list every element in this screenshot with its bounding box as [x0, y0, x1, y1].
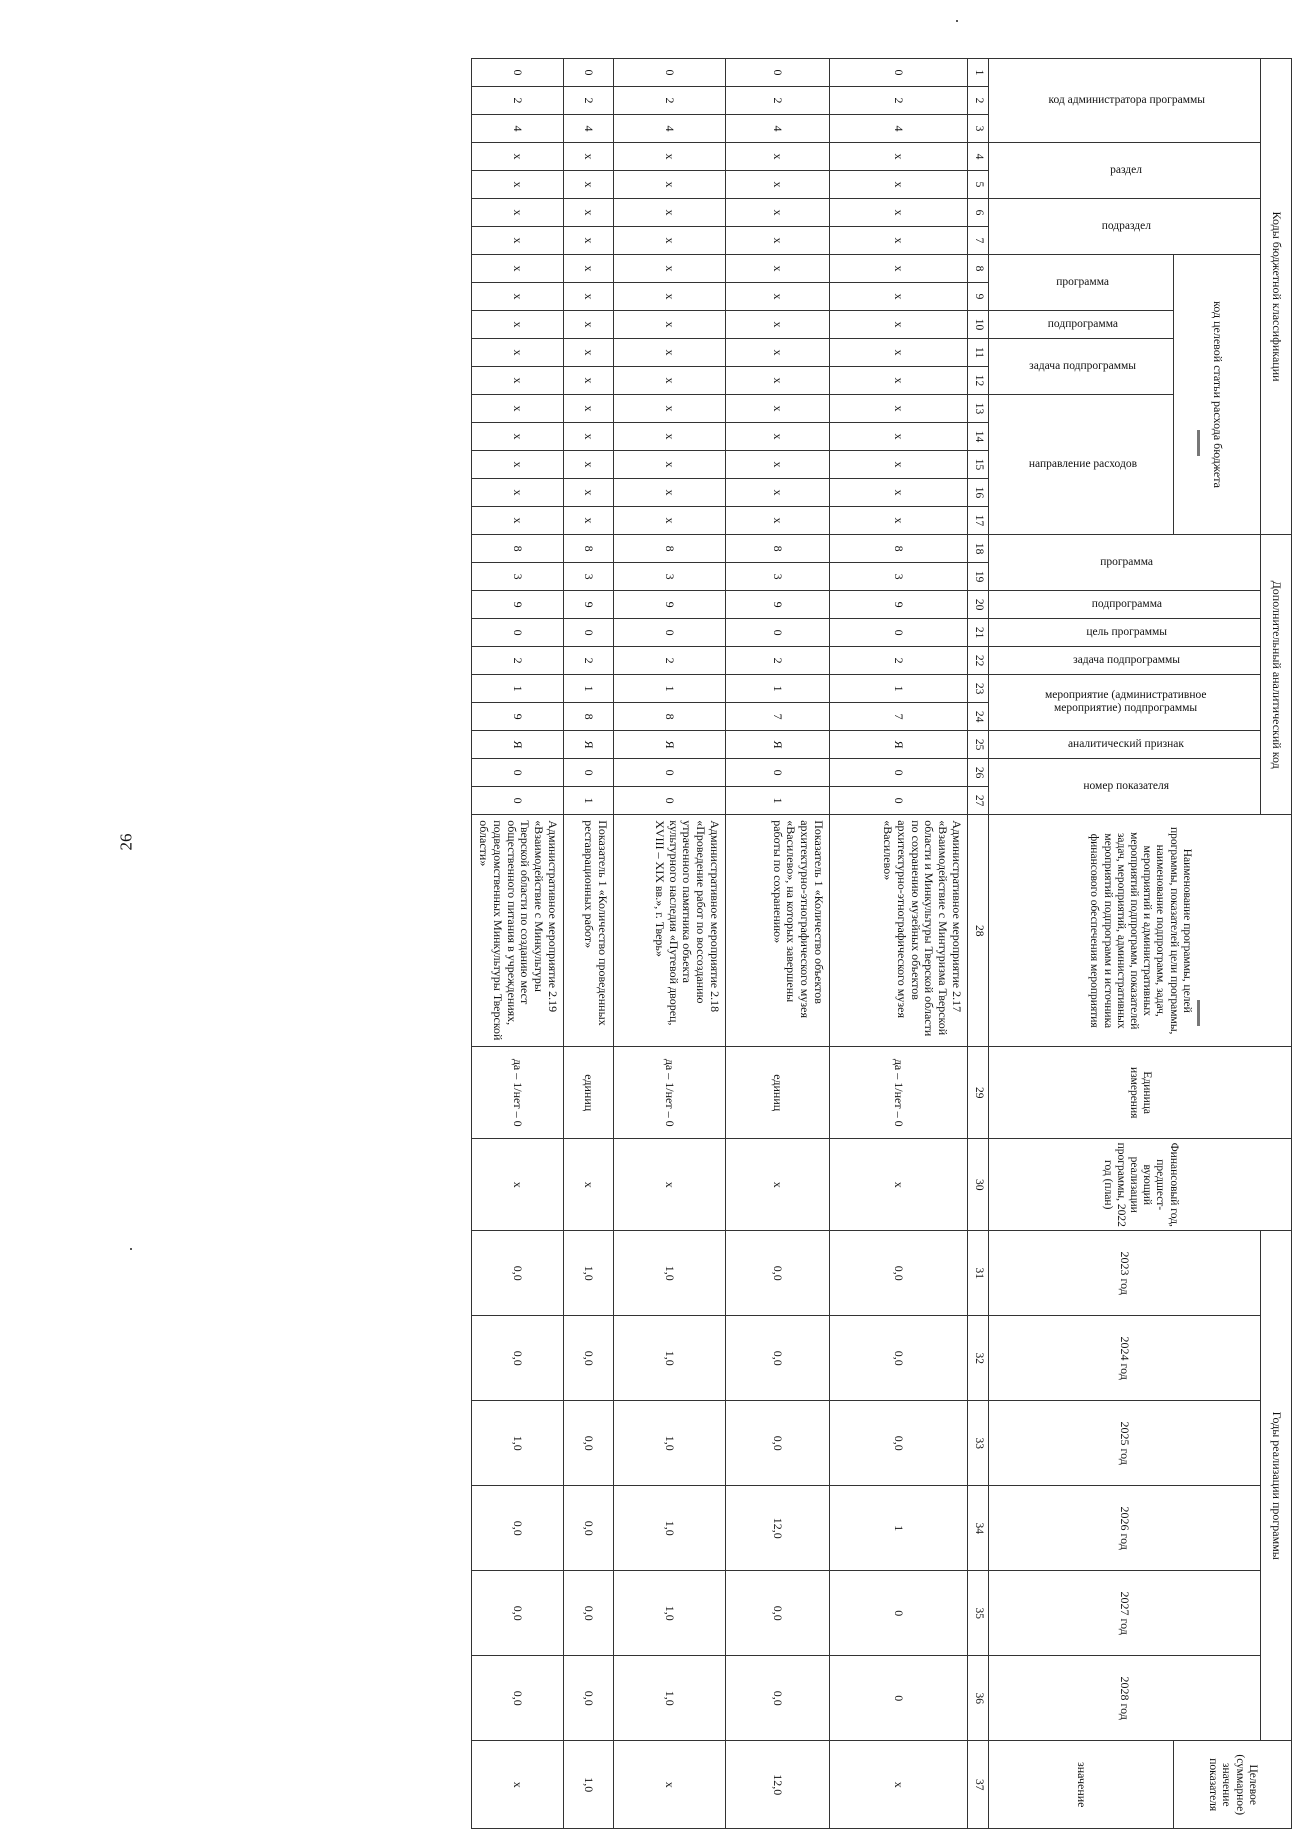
row-target-value: x — [830, 1741, 968, 1829]
row-year-value: 1,0 — [614, 1231, 726, 1316]
col-num: 27 — [968, 787, 989, 815]
row-year-value: 1,0 — [614, 1571, 726, 1656]
code-cell: x — [830, 143, 968, 171]
code-cell: x — [614, 479, 726, 507]
code-cell: x — [472, 171, 564, 199]
code-cell: 1 — [830, 675, 968, 703]
code-cell: x — [472, 395, 564, 423]
row-year-value: 0,0 — [830, 1316, 968, 1401]
col-num: 17 — [968, 507, 989, 535]
code-cell: 8 — [614, 703, 726, 731]
col-num: 25 — [968, 731, 989, 759]
header-year-2027: 2027 год — [989, 1571, 1261, 1656]
code-cell: Я — [472, 731, 564, 759]
row-year-value: 0,0 — [726, 1571, 830, 1656]
header-year-2026: 2026 год — [989, 1486, 1261, 1571]
code-cell: x — [830, 311, 968, 339]
code-cell: 8 — [726, 535, 830, 563]
code-cell: 3 — [830, 563, 968, 591]
code-cell: 8 — [564, 535, 614, 563]
col-num: 4 — [968, 143, 989, 171]
code-cell: x — [830, 395, 968, 423]
code-cell: x — [472, 339, 564, 367]
header-additional-code: Дополнительный аналитический код — [1261, 535, 1292, 815]
code-cell: x — [564, 255, 614, 283]
code-cell: x — [472, 507, 564, 535]
row-year-value: 0,0 — [472, 1571, 564, 1656]
code-cell: x — [830, 171, 968, 199]
code-cell: Я — [614, 731, 726, 759]
col-num: 16 — [968, 479, 989, 507]
table-row — [614, 59, 726, 1829]
col-num: 30 — [968, 1139, 989, 1231]
code-cell: x — [472, 143, 564, 171]
row-target-value: 12,0 — [726, 1741, 830, 1829]
col-num: 35 — [968, 1571, 989, 1656]
rotated-table-container — [182, 58, 1292, 1816]
header-add-program: программа — [989, 535, 1261, 591]
code-cell: 0 — [614, 59, 726, 87]
col-num: 14 — [968, 423, 989, 451]
code-cell: x — [472, 311, 564, 339]
code-cell: x — [830, 339, 968, 367]
row-base-year: x — [830, 1139, 968, 1231]
code-cell: 1 — [564, 675, 614, 703]
row-year-value: 0,0 — [564, 1316, 614, 1401]
row-unit: единиц — [564, 1047, 614, 1139]
col-num: 2 — [968, 87, 989, 115]
header-year-2025: 2025 год — [989, 1401, 1261, 1486]
code-cell: x — [564, 367, 614, 395]
header-section: раздел — [989, 143, 1261, 199]
code-cell: 2 — [726, 647, 830, 675]
header-measure: мероприятие (административное мероприятие) подпрограммы — [989, 675, 1261, 731]
code-cell: x — [614, 367, 726, 395]
code-cell: 4 — [614, 115, 726, 143]
col-num: 37 — [968, 1741, 989, 1829]
code-cell: x — [830, 479, 968, 507]
code-cell: x — [472, 479, 564, 507]
row-name: Административное мероприятие 2.19 «Взаимодействие с Минкультуры Тверской области по созданию мест общественного питания в учреждениях, подведомственных Минкультуры Тверской области» — [472, 815, 564, 1047]
code-cell: 2 — [726, 87, 830, 115]
col-num: 32 — [968, 1316, 989, 1401]
row-name: Показатель 1 «Количество проведенных реставрационных работ» — [564, 815, 614, 1047]
code-cell: 9 — [614, 591, 726, 619]
scan-speck — [130, 1248, 132, 1250]
col-num: 7 — [968, 227, 989, 255]
code-cell: x — [830, 507, 968, 535]
row-year-value: 1,0 — [614, 1316, 726, 1401]
row-target-value: x — [472, 1741, 564, 1829]
header-target-item: код целевой статьи расхода бюджета — [1174, 255, 1261, 535]
code-cell: x — [726, 311, 830, 339]
row-year-value: 0,0 — [830, 1401, 968, 1486]
header-subprogram-task: задача подпрограммы — [989, 339, 1174, 395]
code-cell: x — [564, 283, 614, 311]
code-cell: x — [564, 199, 614, 227]
code-cell: x — [614, 311, 726, 339]
code-cell: x — [726, 227, 830, 255]
column-numbers-row — [968, 59, 989, 1829]
row-target-value: x — [614, 1741, 726, 1829]
row-year-value: 0,0 — [472, 1316, 564, 1401]
code-cell: 0 — [472, 787, 564, 815]
code-cell: 0 — [472, 759, 564, 787]
row-year-value: 12,0 — [726, 1486, 830, 1571]
code-cell: x — [830, 199, 968, 227]
code-cell: 1 — [472, 675, 564, 703]
code-cell: x — [726, 199, 830, 227]
code-cell: 3 — [564, 563, 614, 591]
col-num: 5 — [968, 171, 989, 199]
code-cell: 7 — [726, 703, 830, 731]
row-year-value: 1,0 — [472, 1401, 564, 1486]
row-year-value: 1,0 — [614, 1486, 726, 1571]
code-cell: x — [614, 395, 726, 423]
code-cell: x — [614, 339, 726, 367]
code-cell: x — [830, 227, 968, 255]
header-subprogram: подпрограмма — [989, 311, 1174, 339]
code-cell: x — [564, 395, 614, 423]
col-num: 1 — [968, 59, 989, 87]
row-year-value: 0 — [830, 1571, 968, 1656]
code-cell: x — [726, 395, 830, 423]
code-cell: x — [564, 507, 614, 535]
header-analytical-attr: аналитический признак — [989, 731, 1261, 759]
col-num: 9 — [968, 283, 989, 311]
code-cell: 0 — [614, 619, 726, 647]
code-cell: 0 — [726, 59, 830, 87]
row-base-year: x — [564, 1139, 614, 1231]
code-cell: x — [472, 255, 564, 283]
row-name: Показатель 1 «Количество объектов архитектурно-этнографического музея «Василево», на которых завершены работы по сохранению» — [726, 815, 830, 1047]
col-num: 21 — [968, 619, 989, 647]
code-cell: x — [564, 423, 614, 451]
code-cell: x — [614, 171, 726, 199]
row-unit: единиц — [726, 1047, 830, 1139]
code-cell: x — [726, 451, 830, 479]
col-num: 29 — [968, 1047, 989, 1139]
code-cell: 4 — [830, 115, 968, 143]
row-year-value: 0,0 — [726, 1231, 830, 1316]
code-cell: 2 — [472, 647, 564, 675]
col-num: 33 — [968, 1401, 989, 1486]
code-cell: x — [726, 283, 830, 311]
col-num: 19 — [968, 563, 989, 591]
code-cell: 3 — [472, 563, 564, 591]
code-cell: Я — [564, 731, 614, 759]
row-year-value: 1,0 — [564, 1231, 614, 1316]
program-table — [471, 58, 1292, 1829]
code-cell: 0 — [726, 619, 830, 647]
code-cell: x — [830, 451, 968, 479]
row-year-value: 0,0 — [726, 1316, 830, 1401]
code-cell: x — [472, 199, 564, 227]
code-cell: 7 — [830, 703, 968, 731]
row-year-value: 0,0 — [830, 1231, 968, 1316]
code-cell: 9 — [830, 591, 968, 619]
col-num: 34 — [968, 1486, 989, 1571]
header-years-group: Годы реализации программы — [1261, 1231, 1292, 1741]
code-cell: x — [830, 255, 968, 283]
code-cell: 0 — [564, 759, 614, 787]
code-cell: x — [564, 479, 614, 507]
code-cell: 9 — [564, 591, 614, 619]
header-year-2024: 2024 год — [989, 1316, 1261, 1401]
row-base-year: x — [472, 1139, 564, 1231]
row-unit: да – 1/нет – 0 — [614, 1047, 726, 1139]
header-program: программа — [989, 255, 1174, 311]
code-cell: x — [614, 143, 726, 171]
col-num: 20 — [968, 591, 989, 619]
code-cell: x — [472, 451, 564, 479]
col-num: 18 — [968, 535, 989, 563]
col-num: 10 — [968, 311, 989, 339]
code-cell: 0 — [830, 787, 968, 815]
header-indicator-number: номер показателя — [989, 759, 1261, 815]
code-cell: x — [472, 423, 564, 451]
row-year-value: 1,0 — [614, 1401, 726, 1486]
header-base-year: Финансовый год, предшест-вующий реализации программы, 2022 год (план) — [989, 1139, 1292, 1231]
data-rows — [472, 59, 968, 1829]
code-cell: 9 — [472, 703, 564, 731]
code-cell: x — [564, 143, 614, 171]
row-unit: да – 1/нет – 0 — [472, 1047, 564, 1139]
row-year-value: 0,0 — [564, 1401, 614, 1486]
code-cell: x — [614, 451, 726, 479]
col-num: 26 — [968, 759, 989, 787]
code-cell: 8 — [564, 703, 614, 731]
col-num: 31 — [968, 1231, 989, 1316]
header-year-2028: 2028 год — [989, 1656, 1261, 1741]
col-num: 24 — [968, 703, 989, 731]
row-target-value: 1,0 — [564, 1741, 614, 1829]
code-cell: x — [726, 255, 830, 283]
header-subsection: подраздел — [989, 199, 1261, 255]
col-num: 36 — [968, 1656, 989, 1741]
code-cell: 0 — [830, 759, 968, 787]
code-cell: 3 — [614, 563, 726, 591]
header-year-2023: 2023 год — [989, 1231, 1261, 1316]
code-cell: 2 — [472, 87, 564, 115]
code-cell: 3 — [726, 563, 830, 591]
row-year-value: 0,0 — [564, 1571, 614, 1656]
code-cell: x — [472, 367, 564, 395]
code-cell: x — [726, 479, 830, 507]
col-num: 3 — [968, 115, 989, 143]
code-cell: x — [614, 507, 726, 535]
code-cell: 8 — [472, 535, 564, 563]
code-cell: 2 — [564, 87, 614, 115]
code-cell: 4 — [564, 115, 614, 143]
col-num: 11 — [968, 339, 989, 367]
code-cell: Я — [830, 731, 968, 759]
code-cell: x — [614, 283, 726, 311]
code-cell: x — [564, 227, 614, 255]
row-year-value: 0,0 — [472, 1656, 564, 1741]
col-num: 13 — [968, 395, 989, 423]
code-cell: x — [564, 311, 614, 339]
table-row — [472, 59, 564, 1829]
row-year-value: 0,0 — [726, 1401, 830, 1486]
code-cell: x — [830, 367, 968, 395]
row-year-value: 0,0 — [564, 1656, 614, 1741]
code-cell: x — [564, 339, 614, 367]
code-cell: 0 — [564, 619, 614, 647]
code-cell: 1 — [564, 787, 614, 815]
code-cell: x — [564, 171, 614, 199]
row-year-value: 0,0 — [472, 1231, 564, 1316]
code-cell: 4 — [726, 115, 830, 143]
code-cell: 0 — [830, 59, 968, 87]
row-year-value: 0,0 — [472, 1486, 564, 1571]
code-cell: x — [564, 451, 614, 479]
code-cell: 1 — [726, 675, 830, 703]
code-cell: x — [830, 283, 968, 311]
code-cell: 8 — [830, 535, 968, 563]
code-cell: x — [472, 283, 564, 311]
col-num: 28 — [968, 815, 989, 1047]
row-year-value: 1 — [830, 1486, 968, 1571]
col-num: 22 — [968, 647, 989, 675]
code-cell: 2 — [830, 87, 968, 115]
table-row — [726, 59, 830, 1829]
code-cell: x — [726, 423, 830, 451]
code-cell: 0 — [472, 59, 564, 87]
header-subprogram-task2: задача подпрограммы — [989, 647, 1261, 675]
code-cell: 1 — [614, 675, 726, 703]
code-cell: x — [614, 255, 726, 283]
code-cell: x — [614, 199, 726, 227]
header-program-goal: цель программы — [989, 619, 1261, 647]
code-cell: 8 — [614, 535, 726, 563]
row-year-value: 1,0 — [614, 1656, 726, 1741]
code-cell: 2 — [614, 87, 726, 115]
header-target-value: значение — [989, 1741, 1174, 1829]
col-num: 23 — [968, 675, 989, 703]
col-num: 8 — [968, 255, 989, 283]
code-cell: x — [614, 423, 726, 451]
header-admin-code: код администратора программы — [989, 59, 1261, 143]
code-cell: 9 — [472, 591, 564, 619]
col-num: 6 — [968, 199, 989, 227]
row-year-value: 0,0 — [564, 1486, 614, 1571]
header-budget-codes: Коды бюджетной классификации — [1261, 59, 1292, 535]
row-base-year: x — [726, 1139, 830, 1231]
code-cell: x — [472, 227, 564, 255]
code-cell: x — [726, 367, 830, 395]
code-cell: x — [726, 339, 830, 367]
header-add-subprogram: подпрограмма — [989, 591, 1261, 619]
table-row — [830, 59, 968, 1829]
header-target: Целевое (суммарное) значение показателя — [1174, 1741, 1292, 1829]
code-cell: 2 — [564, 647, 614, 675]
code-cell: x — [614, 227, 726, 255]
code-cell: x — [726, 171, 830, 199]
row-name: Административное мероприятие 2.18 «Проведение работ по воссозданию утраченного памятника объекта культурного наследия «Путевой дворец, XVIII – XIX вв.», г. Тверь» — [614, 815, 726, 1047]
code-cell: 9 — [726, 591, 830, 619]
code-cell: 0 — [564, 59, 614, 87]
page-number: 26 — [116, 833, 136, 851]
code-cell: 0 — [614, 759, 726, 787]
code-cell: 2 — [614, 647, 726, 675]
code-cell: x — [830, 423, 968, 451]
header-name: Наименование программы, целей программы, показателей цели программы, наименование подпрограмм, задач, мероприятий и административных мероприятий подпрограмм, показателей задач, мероприятий, административных мероприятий подпрограмм и источника финансового обеспечения мероприятия — [989, 815, 1292, 1047]
col-num: 15 — [968, 451, 989, 479]
code-cell: 0 — [726, 759, 830, 787]
code-cell: x — [726, 507, 830, 535]
row-year-value: 0,0 — [726, 1656, 830, 1741]
row-base-year: x — [614, 1139, 726, 1231]
code-cell: x — [726, 143, 830, 171]
table-row — [564, 59, 614, 1829]
row-unit: да – 1/нет – 0 — [830, 1047, 968, 1139]
code-cell: 0 — [830, 619, 968, 647]
header-expense-direction: направление расходов — [989, 395, 1174, 535]
code-cell: Я — [726, 731, 830, 759]
code-cell: 0 — [472, 619, 564, 647]
scan-speck — [956, 20, 958, 22]
col-num: 12 — [968, 367, 989, 395]
code-cell: 2 — [830, 647, 968, 675]
header-unit: Единица измерения — [989, 1047, 1292, 1139]
row-name: Административное мероприятие 2.17 «Взаимодействие с Минтуризма Тверской области и Минкультуры Тверской области по сохранению музейных объектов архитектурно-этнографического музея «Василево» — [830, 815, 968, 1047]
row-year-value: 0 — [830, 1656, 968, 1741]
code-cell: 0 — [614, 787, 726, 815]
code-cell: 1 — [726, 787, 830, 815]
code-cell: 4 — [472, 115, 564, 143]
